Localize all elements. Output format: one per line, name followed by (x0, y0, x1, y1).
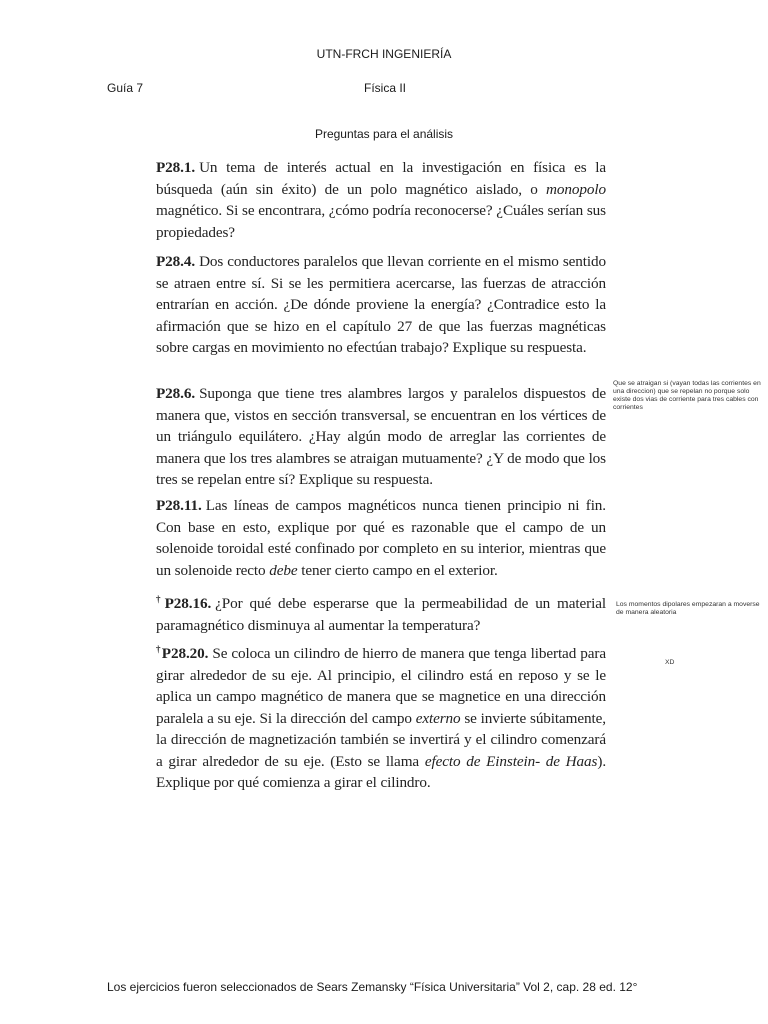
question-p28-11 (156, 495, 606, 581)
question-text: ¿Por qué debe esperarse que la permeabilidad de un material paramagnético disminuya al aumentar la temperatura? (156, 595, 607, 634)
question-id: P28.4. (156, 253, 196, 270)
question-emphasis: monopolo (546, 180, 606, 198)
question-p28-1 (156, 157, 606, 243)
question-id: † P28.16. (156, 595, 211, 612)
question-text: Suponga que tiene tres alambres largos y paralelos dispuestos de manera que, vistos en sección transversal, se encuentran en los vértices de un triángulo equilátero. ¿Hay algún modo de arreglar las corrientes de manera que los tres alambres se atraigan mutuamente? ¿Y de modo que los tres se repelan entre sí? Explique su respuesta. (156, 385, 606, 488)
footer-source-note: Los ejercicios fueron seleccionados de Sears Zemansky “Física Universitaria” Vol 2, cap. 28 ed. 12° (107, 980, 638, 994)
question-p28-6 (156, 383, 606, 491)
question-text: ). Explique por qué comienza a girar el cilindro. (156, 752, 607, 792)
question-text: Las líneas de campos magnéticos nunca tienen principio ni fin. Con base en esto, explique por qué es razonable que el campo de un solenoide toroidal esté confinado por completo en su interior, mientras que un solenoide recto (156, 497, 606, 579)
question-emphasis: debe (269, 561, 298, 579)
margin-note-p28-16: Los momentos dipolares empezaran a moverse de manera aleatoria (616, 601, 760, 616)
question-emphasis: externo (415, 709, 461, 727)
question-text: magnético. Si se encontrara, ¿cómo podría reconocerse? ¿Cuáles serían sus propiedades? (156, 202, 606, 241)
question-text: Un tema de interés actual en la investigación en física es la búsqueda (aún sin éxito) de un polo magnético aislado, o (156, 159, 606, 198)
question-text: Dos conductores paralelos que llevan corriente en el mismo sentido se atraen entre sí. Si se les permitiera acercarse, las fuerzas de atracción entrarían en acción. ¿De dónde proviene la energía? ¿Contradice esto la afirmación que se hizo en el capítulo 27 de que las fuerzas magnéticas sobre cargas en movimiento no efectúan trabajo? Explique su respuesta. (156, 253, 606, 356)
question-id: † P28.20. (156, 645, 208, 662)
question-p28-16 (156, 589, 606, 636)
subject-label: Física II (364, 81, 407, 95)
question-id: P28.6. (156, 385, 196, 402)
section-title: Preguntas para el análisis (314, 127, 454, 141)
question-p28-4 (156, 251, 606, 359)
question-text: tener cierto campo en el exterior. (297, 561, 498, 579)
question-text: Se coloca un cilindro de hierro de manera que tenga libertad para girar alrededor de su eje. Al principio, el cilindro está en reposo y se le aplica un campo magnético de manera que se magnetice en una dirección paralela a su eje. Si la dirección del campo (156, 645, 607, 727)
question-emphasis: efecto de Einstein- de Haas (424, 752, 598, 770)
document-header-title: UTN-FRCH INGENIERÍA (316, 47, 452, 61)
guide-label: Guía 7 (107, 81, 144, 95)
question-id: P28.1. (156, 159, 196, 176)
question-p28-20 (156, 639, 606, 794)
margin-note-p28-20: XD (665, 659, 675, 666)
question-text: se invierte súbitamente, la dirección de magnetización también se invertirá y el cilindro comenzará a girar alrededor de su eje. (Esto se llama (156, 709, 606, 770)
question-id: P28.11. (156, 497, 202, 514)
margin-note-p28-6: Que se atraigan si (vayan todas las corrientes en una direccion) que se repelan no porque solo existe dos vias de corriente para tres cables con corrientes (613, 380, 761, 411)
